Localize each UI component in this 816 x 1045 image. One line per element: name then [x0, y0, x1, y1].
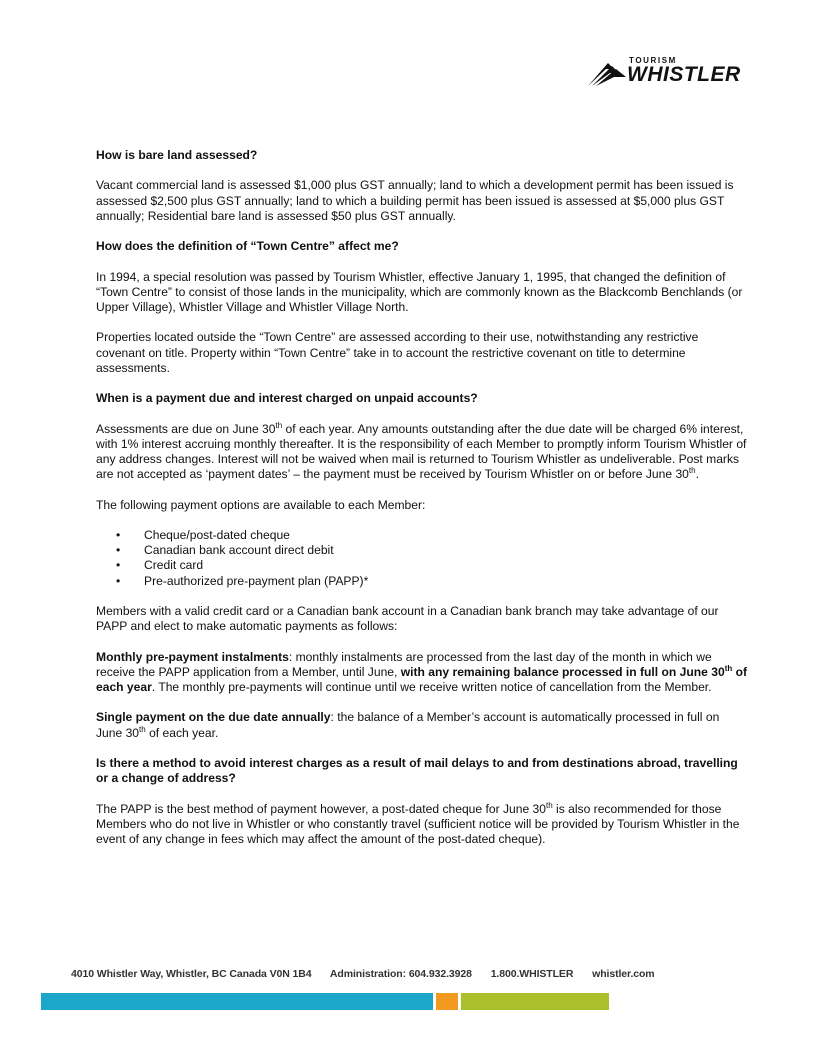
footer-bar-orange [436, 993, 458, 1010]
paragraph-monthly-instalments: Monthly pre-payment instalments: monthly instalments are processed from the last day of the month in which we receive the PAPP application from a Member, until June, with any remaining balance processed in full on June 30th of each year. The monthly pre-payments will continue until we receive written notice of cancellation from the Member. [96, 649, 748, 694]
paragraph-bare-land: Vacant commercial land is assessed $1,000 plus GST annually; land to which a development permit has been issued is assessed $2,500 plus GST annually; land to which a building permit has been issued is assessed at $5,000 plus GST annually; Residential bare land is assessed $50 plus GST annually. [96, 178, 734, 223]
paragraph-town-centre-1: In 1994, a special resolution was passed by Tourism Whistler, effective January 1, 1995, that changed the definition of “Town Centre” to consist of those lands in the municipality, which are commonly known as the Blackcomb Benchlands (or Upper Village), Whistler Village and Whistler Village North. [96, 269, 743, 314]
heading-town-centre: How does the definition of “Town Centre” affect me? [96, 239, 399, 254]
paragraph-papp-intro: Members with a valid credit card or a Canadian bank account in a Canadian bank branch may take advantage of our PAPP and elect to make automatic payments as follows: [96, 603, 719, 634]
paragraph-avoid-interest: The PAPP is the best method of payment however, a post-dated cheque for June 30th is also recommended for those Members who do not live in Whistler or who constantly travel (sufficient notice will be provided by Tourism Whistler in the event of any change in fees which may affect the amount of the post-dated cheque). [96, 800, 740, 846]
footer-toll-free: 1.800.WHISTLER [490, 968, 574, 980]
payment-options-list [96, 528, 748, 589]
paragraph-payment-options-intro: The following payment options are available to each Member: [96, 497, 426, 512]
heading-bare-land: How is bare land assessed? [96, 148, 258, 162]
logo-small-text: TOURISM [629, 56, 677, 65]
footer-contact [71, 968, 655, 980]
footer-bar-teal [41, 993, 433, 1010]
document-body [96, 148, 748, 862]
tourism-whistler-logo [586, 55, 770, 91]
list-item: • Cheque/post-dated cheque [96, 528, 748, 543]
footer-website[interactable]: whistler.com [592, 968, 655, 980]
footer-address: 4010 Whistler Way, Whistler, BC Canada V0N 1B4 [71, 968, 312, 980]
logo-big-text: WHISTLER [627, 63, 741, 86]
list-item: • Pre-authorized pre-payment plan (PAPP)* [96, 574, 748, 589]
list-item: • Canadian bank account direct debit [96, 543, 748, 558]
footer-admin-phone: Administration: 604.932.3928 [329, 968, 472, 980]
list-item: • Credit card [96, 558, 748, 573]
paragraph-single-payment: Single payment on the due date annually: the balance of a Member’s account is automatically processed in full on June 30th of each year. [96, 710, 720, 740]
paragraph-town-centre-2: Properties located outside the “Town Centre” are assessed according to their use, notwithstanding any restrictive covenant on title. Property within “Town Centre” take in to account the restrictive covenant on title to determine assessments. [96, 330, 699, 375]
heading-payment-due: When is a payment due and interest charged on unpaid accounts? [96, 391, 478, 406]
heading-avoid-interest: Is there a method to avoid interest charges as a result of mail delays to and from destinations abroad, travelling or a change of address? [96, 755, 738, 786]
paragraph-payment-due: Assessments are due on June 30th of each year. Any amounts outstanding after the due date will be charged 6% interest, with 1% interest accruing monthly thereafter. It is the responsibility of each Member to promptly inform Tourism Whistler of any address changes. Interest will not be waived when mail is returned to Tourism Whistler as undeliverable. Post marks are not accepted as ‘payment dates’ – the payment must be received by Tourism Whistler on or before June 30th. [96, 420, 747, 482]
footer-bar-green [461, 993, 609, 1010]
